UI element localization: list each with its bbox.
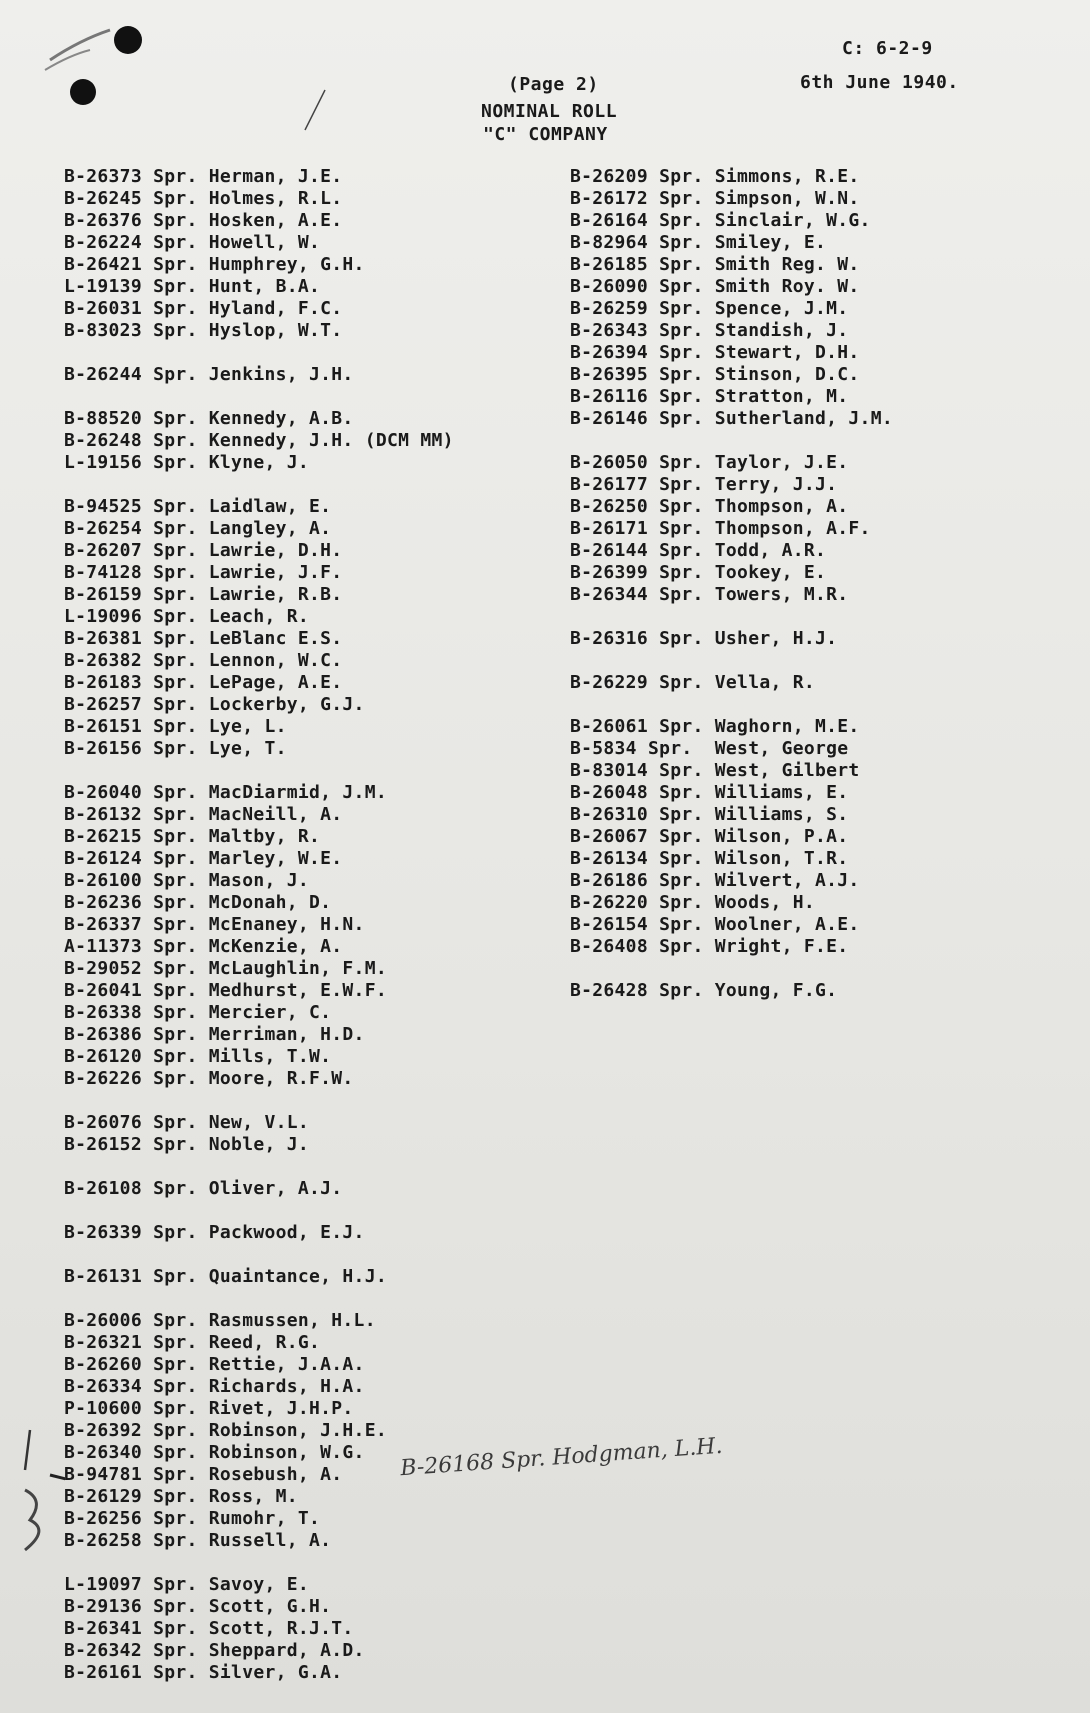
roll-entry: B-26156 Spr. Lye, T. [64,738,287,759]
roll-entry: B-26334 Spr. Richards, H.A. [64,1376,365,1397]
roll-entry: B-26392 Spr. Robinson, J.H.E. [64,1420,387,1441]
row-spacer [570,694,893,716]
row-spacer [64,1244,454,1266]
roll-entry: B-83023 Spr. Hyslop, W.T. [64,320,343,341]
row-spacer [570,650,893,672]
roll-entry: B-26428 Spr. Young, F.G. [570,980,838,1001]
roll-entry: B-26250 Spr. Thompson, A. [570,496,849,517]
roll-entry: B-26224 Spr. Howell, W. [64,232,321,253]
roll-entry: B-26340 Spr. Robinson, W.G. [64,1442,365,1463]
roll-entry: P-10600 Spr. Rivet, J.H.P. [64,1398,354,1419]
roll-entry: B-26132 Spr. MacNeill, A. [64,804,343,825]
roll-entry: L-19096 Spr. Leach, R. [64,606,310,627]
row-spacer [570,430,893,452]
roll-entry: B-26343 Spr. Standish, J. [570,320,849,341]
row-spacer [64,342,454,364]
document-date: 6th June 1940. [800,72,959,93]
roll-entry: B-26124 Spr. Marley, W.E. [64,848,343,869]
roll-entry: B-26338 Spr. Mercier, C. [64,1002,332,1023]
roll-entry: B-26245 Spr. Holmes, R.L. [64,188,343,209]
row-spacer [570,606,893,628]
row-spacer [64,1288,454,1310]
roll-entry: B-26171 Spr. Thompson, A.F. [570,518,871,539]
roll-entry: B-26146 Spr. Sutherland, J.M. [570,408,893,429]
roll-entry: L-19097 Spr. Savoy, E. [64,1574,310,1595]
roll-entry: B-82964 Spr. Smiley, E. [570,232,827,253]
roll-entry: B-26161 Spr. Silver, G.A. [64,1662,343,1683]
roll-entry: B-26256 Spr. Rumohr, T. [64,1508,321,1529]
nominal-roll-right-column [570,166,893,1002]
company-heading: "C" COMPANY [483,124,608,145]
roll-entry: B-26090 Spr. Smith Roy. W. [570,276,860,297]
roll-entry: B-26006 Spr. Rasmussen, H.L. [64,1310,376,1331]
roll-entry: B-29136 Spr. Scott, G.H. [64,1596,332,1617]
roll-entry: B-29052 Spr. McLaughlin, F.M. [64,958,387,979]
roll-entry: B-88520 Spr. Kennedy, A.B. [64,408,354,429]
roll-entry: B-26373 Spr. Herman, J.E. [64,166,343,187]
roll-entry: B-74128 Spr. Lawrie, J.F. [64,562,343,583]
roll-entry: B-26040 Spr. MacDiarmid, J.M. [64,782,387,803]
row-spacer [64,1090,454,1112]
roll-entry: B-26248 Spr. Kennedy, J.H. (DCM MM) [64,430,454,451]
roll-entry: B-26041 Spr. Medhurst, E.W.F. [64,980,387,1001]
handwritten-margin-marks [5,1420,65,1560]
roll-entry: B-5834 Spr. West, George [570,738,849,759]
roll-entry: B-26144 Spr. Todd, A.R. [570,540,827,561]
roll-entry: B-26257 Spr. Lockerby, G.J. [64,694,365,715]
roll-entry: B-26185 Spr. Smith Reg. W. [570,254,860,275]
roll-entry: B-26321 Spr. Reed, R.G. [64,1332,321,1353]
row-spacer [64,1200,454,1222]
roll-entry: B-83014 Spr. West, Gilbert [570,760,860,781]
roll-entry: B-26316 Spr. Usher, H.J. [570,628,838,649]
roll-entry: B-26344 Spr. Towers, M.R. [570,584,849,605]
roll-entry: B-26386 Spr. Merriman, H.D. [64,1024,365,1045]
roll-entry: B-26226 Spr. Moore, R.F.W. [64,1068,354,1089]
roll-entry: B-26207 Spr. Lawrie, D.H. [64,540,343,561]
roll-entry: B-26048 Spr. Williams, E. [570,782,849,803]
roll-entry: B-26067 Spr. Wilson, P.A. [570,826,849,847]
roll-entry: B-26100 Spr. Mason, J. [64,870,310,891]
roll-entry: B-26337 Spr. McEnaney, H.N. [64,914,365,935]
roll-entry: B-26310 Spr. Williams, S. [570,804,849,825]
document-title: NOMINAL ROLL [481,101,618,122]
roll-entry: B-26394 Spr. Stewart, D.H. [570,342,860,363]
roll-entry: B-26244 Spr. Jenkins, J.H. [64,364,354,385]
roll-entry: B-26259 Spr. Spence, J.M. [570,298,849,319]
roll-entry: B-26381 Spr. LeBlanc E.S. [64,628,343,649]
roll-entry: B-26172 Spr. Simpson, W.N. [570,188,860,209]
roll-entry: B-26050 Spr. Taylor, J.E. [570,452,849,473]
roll-entry: B-26260 Spr. Rettie, J.A.A. [64,1354,365,1375]
roll-entry: B-26215 Spr. Maltby, R. [64,826,321,847]
roll-entry: B-26186 Spr. Wilvert, A.J. [570,870,860,891]
roll-entry: B-26120 Spr. Mills, T.W. [64,1046,332,1067]
roll-entry: B-26154 Spr. Woolner, A.E. [570,914,860,935]
roll-entry: B-26399 Spr. Tookey, E. [570,562,827,583]
roll-entry: B-26236 Spr. McDonah, D. [64,892,332,913]
ink-blot-marks [30,10,160,120]
roll-entry: B-26108 Spr. Oliver, A.J. [64,1178,343,1199]
row-spacer [64,386,454,408]
roll-entry: B-26152 Spr. Noble, J. [64,1134,310,1155]
roll-entry: B-26382 Spr. Lennon, W.C. [64,650,343,671]
roll-entry: B-26031 Spr. Hyland, F.C. [64,298,343,319]
roll-entry: B-26209 Spr. Simmons, R.E. [570,166,860,187]
roll-entry: B-26183 Spr. LePage, A.E. [64,672,343,693]
roll-entry: B-26131 Spr. Quaintance, H.J. [64,1266,387,1287]
roll-entry: B-26376 Spr. Hosken, A.E. [64,210,343,231]
row-spacer [64,474,454,496]
roll-entry: B-26116 Spr. Stratton, M. [570,386,849,407]
roll-entry: A-11373 Spr. McKenzie, A. [64,936,343,957]
roll-entry: B-26421 Spr. Humphrey, G.H. [64,254,365,275]
roll-entry: B-26159 Spr. Lawrie, R.B. [64,584,343,605]
roll-entry: B-26339 Spr. Packwood, E.J. [64,1222,365,1243]
roll-entry: B-26258 Spr. Russell, A. [64,1530,332,1551]
row-spacer [570,958,893,980]
page-number: (Page 2) [508,74,599,95]
roll-entry: L-19139 Spr. Hunt, B.A. [64,276,321,297]
roll-entry: B-26341 Spr. Scott, R.J.T. [64,1618,354,1639]
roll-entry: B-26342 Spr. Sheppard, A.D. [64,1640,365,1661]
roll-entry: B-26408 Spr. Wright, F.E. [570,936,849,957]
file-reference: C: 6-2-9 [842,38,933,59]
nominal-roll-left-column [64,166,454,1684]
roll-entry: L-19156 Spr. Klyne, J. [64,452,310,473]
roll-entry: B-26254 Spr. Langley, A. [64,518,332,539]
roll-entry: B-26229 Spr. Vella, R. [570,672,816,693]
roll-entry: B-26134 Spr. Wilson, T.R. [570,848,849,869]
row-spacer [64,1156,454,1178]
roll-entry: B-26164 Spr. Sinclair, W.G. [570,210,871,231]
roll-entry: B-94525 Spr. Laidlaw, E. [64,496,332,517]
row-spacer [64,1552,454,1574]
roll-entry: B-26076 Spr. New, V.L. [64,1112,310,1133]
row-spacer [64,760,454,782]
roll-entry: B-26177 Spr. Terry, J.J. [570,474,838,495]
roll-entry: B-26129 Spr. Ross, M. [64,1486,298,1507]
roll-entry: B-26395 Spr. Stinson, D.C. [570,364,860,385]
roll-entry: B-26220 Spr. Woods, H. [570,892,816,913]
handwritten-note: B-26168 Spr. Hodgman, L.H. [399,1433,724,1482]
pen-stroke [300,85,330,135]
roll-entry: B-26061 Spr. Waghorn, M.E. [570,716,860,737]
roll-entry: B-26151 Spr. Lye, L. [64,716,287,737]
roll-entry: B-94781 Spr. Rosebush, A. [64,1464,343,1485]
